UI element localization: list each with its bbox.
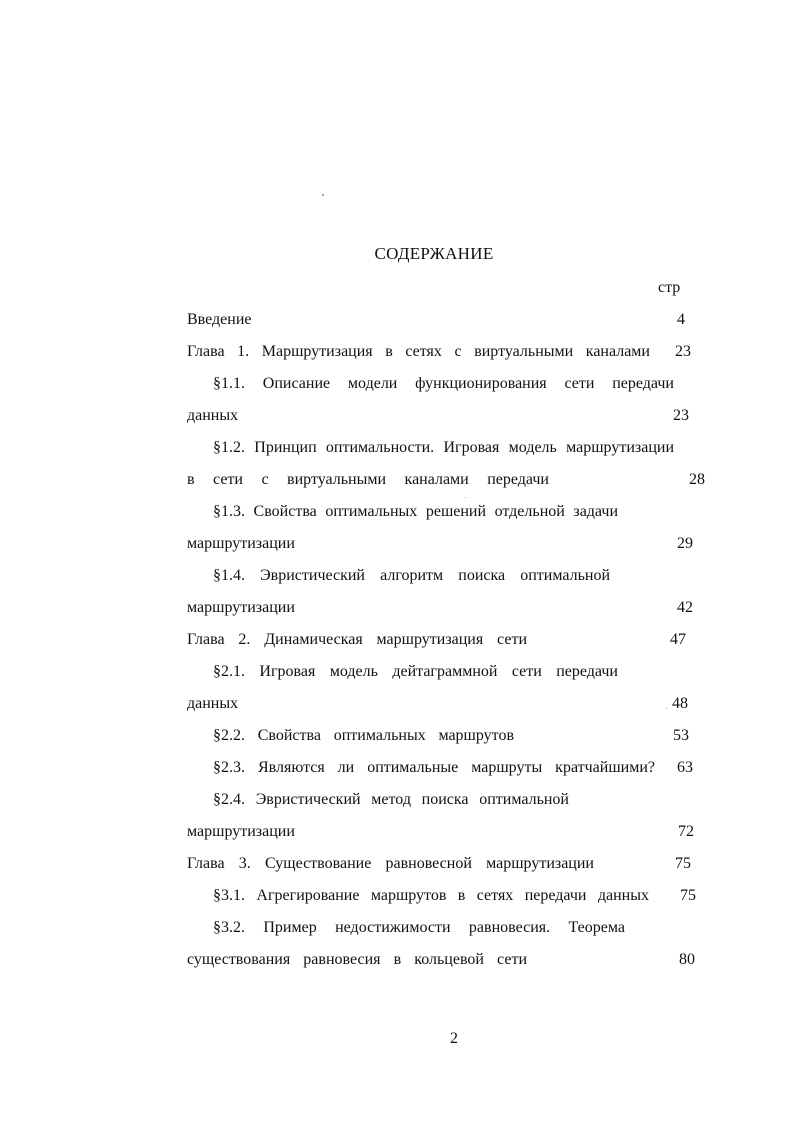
scan-speck: [666, 708, 667, 709]
toc-entry-page: 29: [677, 535, 693, 552]
toc-entry-page: 28: [689, 471, 705, 488]
toc-entry-page: 23: [673, 407, 689, 424]
toc-section-title: §2.3. Являются ли оптимальные маршруты кратчайшими?: [213, 759, 655, 776]
toc-section-title: §2.1. Игровая модель дейтаграммной сети передачи: [213, 663, 618, 680]
toc-chapter-title: Глава 3. Существование равновесной маршрутизации: [187, 855, 594, 872]
toc-section-title: §1.3. Свойства оптимальных решений отдельной задачи: [213, 503, 618, 520]
toc-entry-page: 48: [672, 695, 688, 712]
page-title: СОДЕРЖАНИЕ: [374, 244, 494, 263]
toc-section-title-continued: данных: [187, 695, 239, 712]
toc-section-title: §3.1. Агрегирование маршрутов в сетях передачи данных: [213, 887, 649, 904]
toc-section-title: §2.2. Свойства оптимальных маршрутов: [213, 727, 514, 744]
scan-speck: [322, 194, 324, 196]
scan-speck: [465, 497, 466, 498]
toc-section-title: §1.2. Принцип оптимальности. Игровая модель маршрутизации: [213, 439, 674, 456]
toc-section-title-continued: маршрутизации: [187, 599, 295, 616]
toc-section-title-continued: в сети с виртуальными каналами передачи: [187, 471, 549, 488]
toc-section-title-continued: существования равновесия в кольцевой сети: [187, 951, 527, 968]
toc-entry-page: 75: [675, 855, 691, 872]
page-number: 2: [450, 1030, 458, 1047]
toc-entry-text: Введение: [187, 311, 252, 328]
toc-section-title: §1.4. Эвристический алгоритм поиска оптимальной: [213, 567, 610, 584]
toc-entry-page: 63: [677, 759, 693, 776]
toc-entry-page: 23: [675, 343, 691, 360]
toc-chapter-title: Глава 2. Динамическая маршрутизация сети: [187, 631, 527, 648]
toc-section-title: §1.1. Описание модели функционирования сети передачи: [213, 375, 674, 392]
toc-entry-page: 4: [677, 311, 685, 328]
page-column-label: стр: [658, 279, 681, 296]
toc-section-title: §2.4. Эвристический метод поиска оптимальной: [213, 791, 569, 808]
toc-section-title-continued: маршрутизации: [187, 535, 295, 552]
toc-entry-page: 47: [670, 631, 686, 648]
toc-entry-page: 75: [680, 887, 696, 904]
toc-entry-page: 42: [677, 599, 693, 616]
toc-entry-page: 80: [679, 951, 695, 968]
toc-entry-page: 72: [678, 823, 694, 840]
toc-section-title-continued: данных: [187, 407, 239, 424]
toc-section-title: §3.2. Пример недостижимости равновесия. Теорема: [213, 919, 625, 936]
toc-section-title-continued: маршрутизации: [187, 823, 295, 840]
toc-chapter-title: Глава 1. Маршрутизация в сетях с виртуальными каналами: [187, 343, 650, 360]
toc-entry-page: 53: [673, 727, 689, 744]
